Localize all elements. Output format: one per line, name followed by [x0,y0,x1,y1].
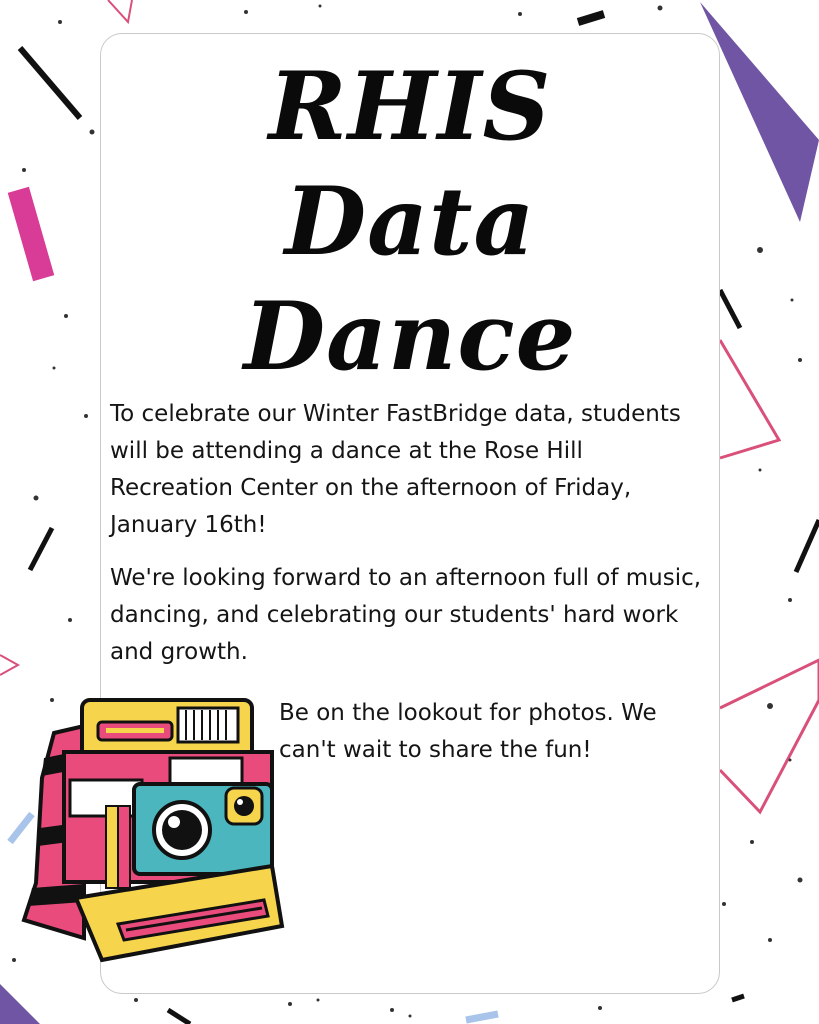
photos-paragraph: Be on the lookout for photos. We can't wait to share the fun! [279,700,657,763]
announcement-paragraph: We're looking forward to an afternoon full of music, dancing, and celebrating our students' hard work and growth. [110,565,702,665]
pink-triangle-outline [720,660,819,812]
pink-triangle-outline [108,0,132,22]
pink-triangle-outline [0,655,18,675]
purple-corner-shape [0,984,40,1024]
magenta-bar-shape [8,187,55,282]
light-blue-line-shape [466,1014,498,1020]
pink-triangle-outline [720,340,779,458]
black-line-shape [20,48,80,118]
announcement-paragraph: To celebrate our Winter FastBridge data, students will be attending a dance at the Rose Hill Recreation Center on the afternoon of Friday, January 16th! [110,401,681,538]
instant-camera-icon [14,688,304,978]
title-line: Dance [243,282,577,392]
black-line-shape [796,520,819,572]
black-line-shape [732,996,744,1000]
black-line-shape [578,14,604,22]
title-line: Data [284,167,536,277]
black-line-shape [30,528,52,570]
black-line-shape [720,290,740,328]
title-line: RHIS [268,52,552,162]
page-title [100,50,720,395]
black-line-shape [168,1010,190,1024]
